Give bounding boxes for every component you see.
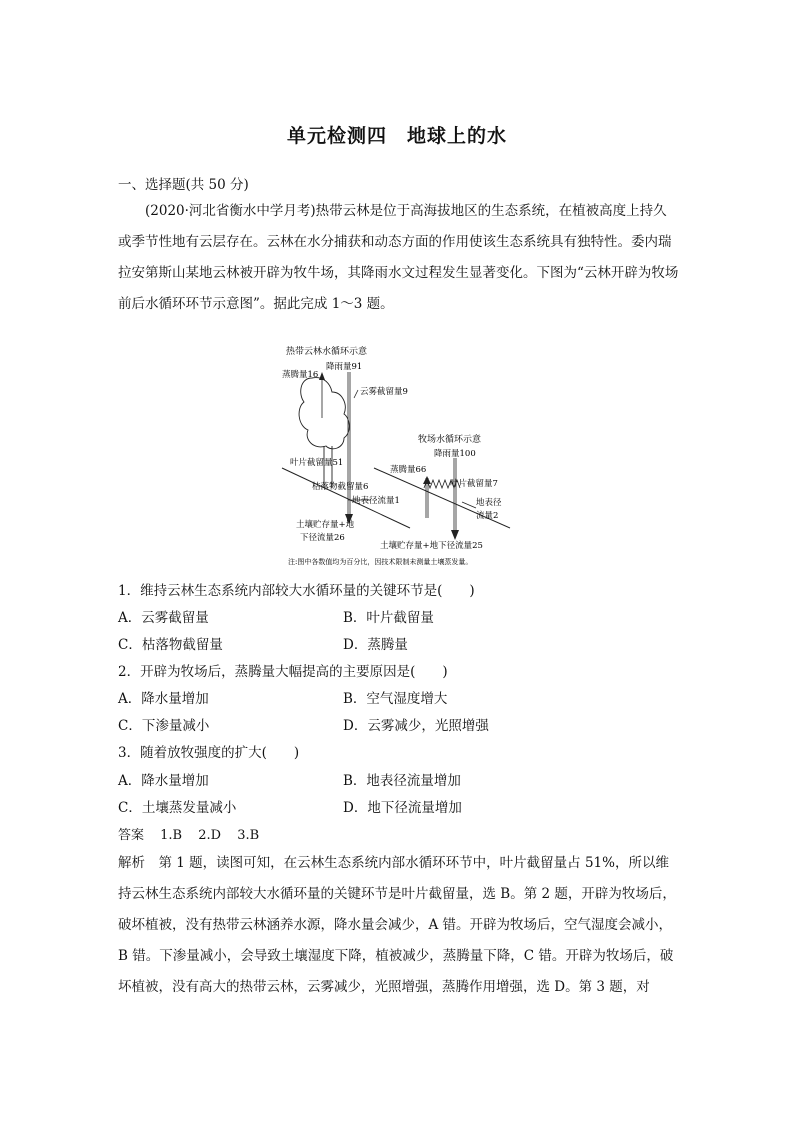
- question-1-option-a: A．云雾截留量: [118, 610, 209, 626]
- fig-right-evap: 蒸腾量66: [390, 465, 427, 475]
- left-rain-arrow: [348, 372, 350, 518]
- answer-item-2: 2.D: [198, 828, 222, 843]
- question-1-option-d: D．蒸腾量: [343, 637, 408, 653]
- analysis-text: 第 1 题，读图可知，在云林生态系统内部水循环环节中，叶片截留量占 51%，所以维持云林生态系统内部较大水循环量的关键环节是叶片截留量，选 B。第 2 题，开辟为牧场后，破坏植被，没有热带云林涵养水源，降水量会减少，A 错。开辟为牧场后，空气湿度会减小，B 错。下渗量减小，会导致土壤湿度下降，植被减少，蒸腾量下降，C 错。开辟为牧场后，破坏植被，没有高大的热带云林，云雾减少，光照增强，蒸腾作用增强，选 D。第 3 题，对: [118, 855, 676, 995]
- fig-left-cloud: 云雾截留量9: [360, 387, 408, 397]
- fig-right-title: 牧场水循环示意: [418, 435, 482, 445]
- fig-right-rain: 降雨量100: [434, 449, 476, 459]
- intro-paragraph: [118, 196, 680, 320]
- fig-left-rain: 降雨量91: [326, 362, 363, 372]
- question-2-option-b: B．空气湿度增大: [343, 691, 448, 707]
- fig-note: 注:图中各数值均为百分比，因技术限制未测量土壤蒸发量。: [288, 558, 473, 566]
- fig-left-title: 热带云林水循环示意: [286, 347, 368, 357]
- fig-left-soil-2: 下径流量26: [300, 533, 345, 543]
- page-title: 单元检测四 地球上的水: [286, 125, 507, 147]
- question-2-stem: 2．开辟为牧场后，蒸腾量大幅提高的主要原因是( ): [118, 664, 448, 680]
- fig-left-litter: 枯落物截留量6: [312, 482, 369, 492]
- answer-label: 答案: [118, 828, 145, 843]
- water-cycle-figure: [270, 338, 540, 570]
- answer-item-3: 3.B: [237, 828, 260, 843]
- right-rain-arrow: [454, 458, 456, 534]
- fig-left-surface: 地表径流量1: [352, 496, 400, 506]
- question-1-option-b: B．叶片截留量: [343, 610, 434, 626]
- question-1-option-c: C．枯落物截留量: [118, 637, 223, 653]
- fig-left-leaf: 叶片截留量51: [290, 458, 344, 468]
- question-3-option-b: B．地表径流量增加: [343, 773, 461, 789]
- question-3-option-d: D．地下径流量增加: [343, 800, 462, 816]
- fig-right-leaf: 叶片截留量7: [450, 479, 498, 489]
- question-1-stem: 1．维持云林生态系统内部较大水循环量的关键环节是( ): [118, 583, 475, 599]
- question-2-option-d: D．云雾减少，光照增强: [343, 718, 489, 734]
- question-3-option-a: A．降水量增加: [118, 773, 209, 789]
- fig-left-evap: 蒸腾量16: [282, 370, 319, 380]
- question-2-option-a: A．降水量增加: [118, 691, 209, 707]
- right-surface-arrow: [462, 502, 476, 508]
- question-2-option-c: C．下渗量减小: [118, 718, 210, 734]
- question-3-stem: 3．随着放牧强度的扩大( ): [118, 745, 300, 761]
- fig-left-soil-1: 土壤贮存量+地: [296, 520, 355, 530]
- answer-item-1: 1.B: [160, 828, 183, 843]
- question-3-option-c: C．土壤蒸发量减小: [118, 800, 237, 816]
- fig-right-soil: 土壤贮存量+地下径流量25: [380, 541, 483, 551]
- cloud-arrow: [354, 390, 358, 398]
- fig-right-surface-1: 地表径: [476, 498, 502, 508]
- analysis-paragraph: [118, 848, 680, 1003]
- analysis-body: [118, 848, 680, 1003]
- answer-line: [118, 824, 271, 843]
- tree-crown: [299, 378, 349, 449]
- section-heading: 一、选择题(共 50 分): [118, 177, 249, 193]
- analysis-label: 解析: [118, 855, 145, 871]
- intro-text: (2020·河北省衡水中学月考)热带云林是位于高海拔地区的生态系统，在植被高度上持久或季节性地有云层存在。云林在水分捕获和动态方面的作用使该生态系统具有独特性。委内瑞拉安第斯山某地云林被开辟为牧牛场，其降雨水文过程发生显著变化。下图为“云林开辟为牧场前后水循环环节示意图”。据此完成 1～3 题。: [118, 203, 679, 312]
- fig-right-surface-2: 流量2: [476, 511, 499, 521]
